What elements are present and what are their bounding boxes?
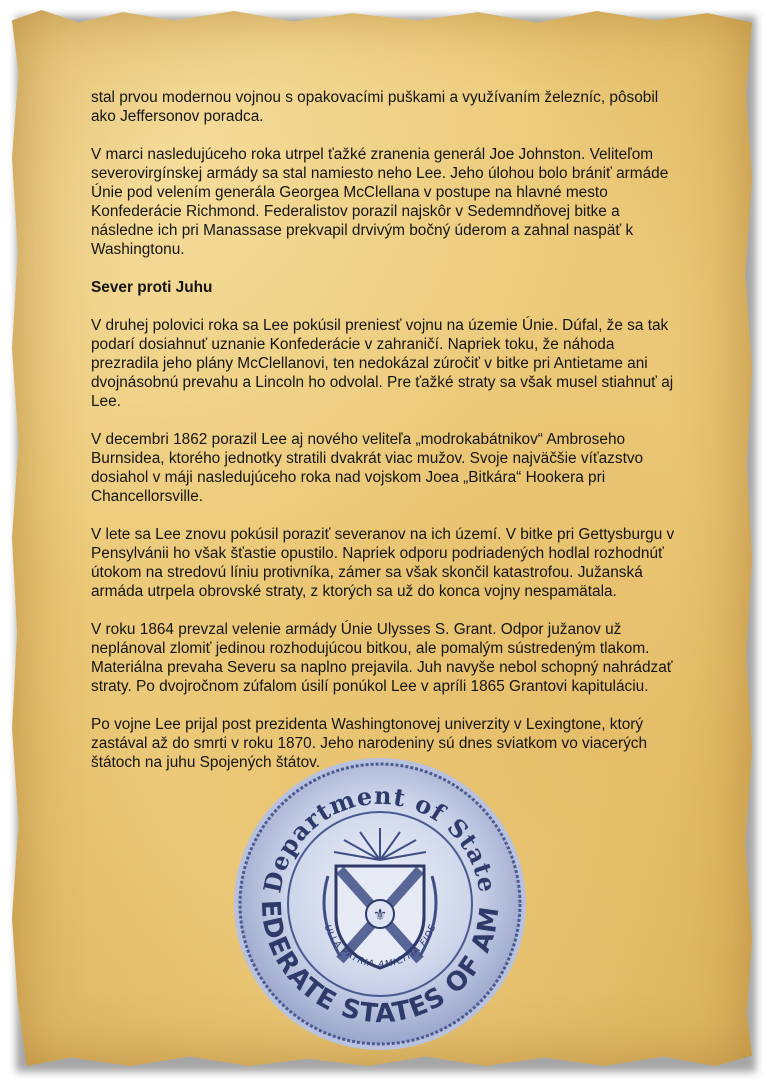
paragraph: Po vojne Lee prijal post prezidenta Washingtonovej univerzity v Lexingtone, ktorý zastával až do smrti v roku 1870. Jeho narodeniny sú dnes sviatkom vo viacerých štátoch na juhu Spojených štátov.	[91, 716, 648, 771]
svg-text:⚜: ⚜	[372, 905, 388, 924]
paragraph: stal prvou modernou vojnou s opakovacími puškami a využívaním železníc, pôsobil ako Jeffersonov poradca.	[91, 89, 659, 125]
confederate-seal	[232, 756, 528, 1052]
seal-top-text: Department of State	[257, 780, 503, 896]
paragraph: V roku 1864 prevzal velenie armády Únie Ulysses S. Grant. Odpor južanov už neplánoval zlomiť jedinou rozhodujúcou bitkou, ale pomalým sústredeným tlakom. Materiálna prevaha Severu sa naplno prejavila. Juh navyše nebol schopný nahrádzať straty. Po dvojročnom zúfalom úsilí ponúkol Lee v apríli 1865 Grantovi kapituláciu.	[91, 621, 673, 695]
seal-motto: ULLA PATRIA AMICITIA FIDE	[321, 922, 439, 970]
paragraph: V marci nasledujúceho roka utrpel ťažké zranenia generál Joe Johnston. Veliteľom severovirgínskej armády sa stal namiesto neho Lee. Jeho úlohou bolo brániť armáde Únie pod velením generála Georgea McClellana v postupe na hlavné mesto Konfederácie Richmond. Federalistov porazil najskôr v Sedemndňovej bitke a následne ich pri Manassase prekvapil drvivým bočný úderom a zahnal naspäť k Washingtonu.	[91, 146, 669, 258]
paragraph: V decembri 1862 porazil Lee aj nového veliteľa „modrokabátnikov“ Ambroseho Burnsidea, ktorého jednotky stratili dvakrát viac mužov. Svoje najväčšie víťazstvo dosiahol v máji nasledujúceho roka nad vojskom Joea „Bitkára“ Hookera pri Chancellorsville.	[91, 431, 644, 505]
paragraph: V druhej polovici roka sa Lee pokúsil preniesť vojnu na územie Únie. Dúfal, že sa tak podarí dosiahnuť uznanie Konfederácie v zahraničí. Napriek toku, že náhoda prezradila jeho plány McClellanovi, ten nedokázal zúročiť v bitke pri Antietame ani dvojnásobnú prevahu a Lincoln ho odvolal. Pre ťažké straty sa však musel stiahnuť aj Lee.	[91, 317, 674, 410]
seal-image	[232, 756, 528, 1052]
paragraph: V lete sa Lee znovu pokúsil poraziť severanov na ich území. V bitke pri Gettysburgu v Pensylvánii ho však šťastie opustilo. Napriek odporu podriadených hodlal rozhodnúť útokom na stredovú líniu protivníka, zámer sa však skončil katastrofou. Južanská armáda utrpela obrovské straty, z ktorých sa už do konca vojny nespamätala.	[91, 526, 675, 600]
seal-bottom-text: EDERATE STATES OF AM	[254, 899, 506, 1030]
section-heading: Sever proti Juhu	[91, 279, 213, 296]
article-body	[91, 88, 681, 791]
